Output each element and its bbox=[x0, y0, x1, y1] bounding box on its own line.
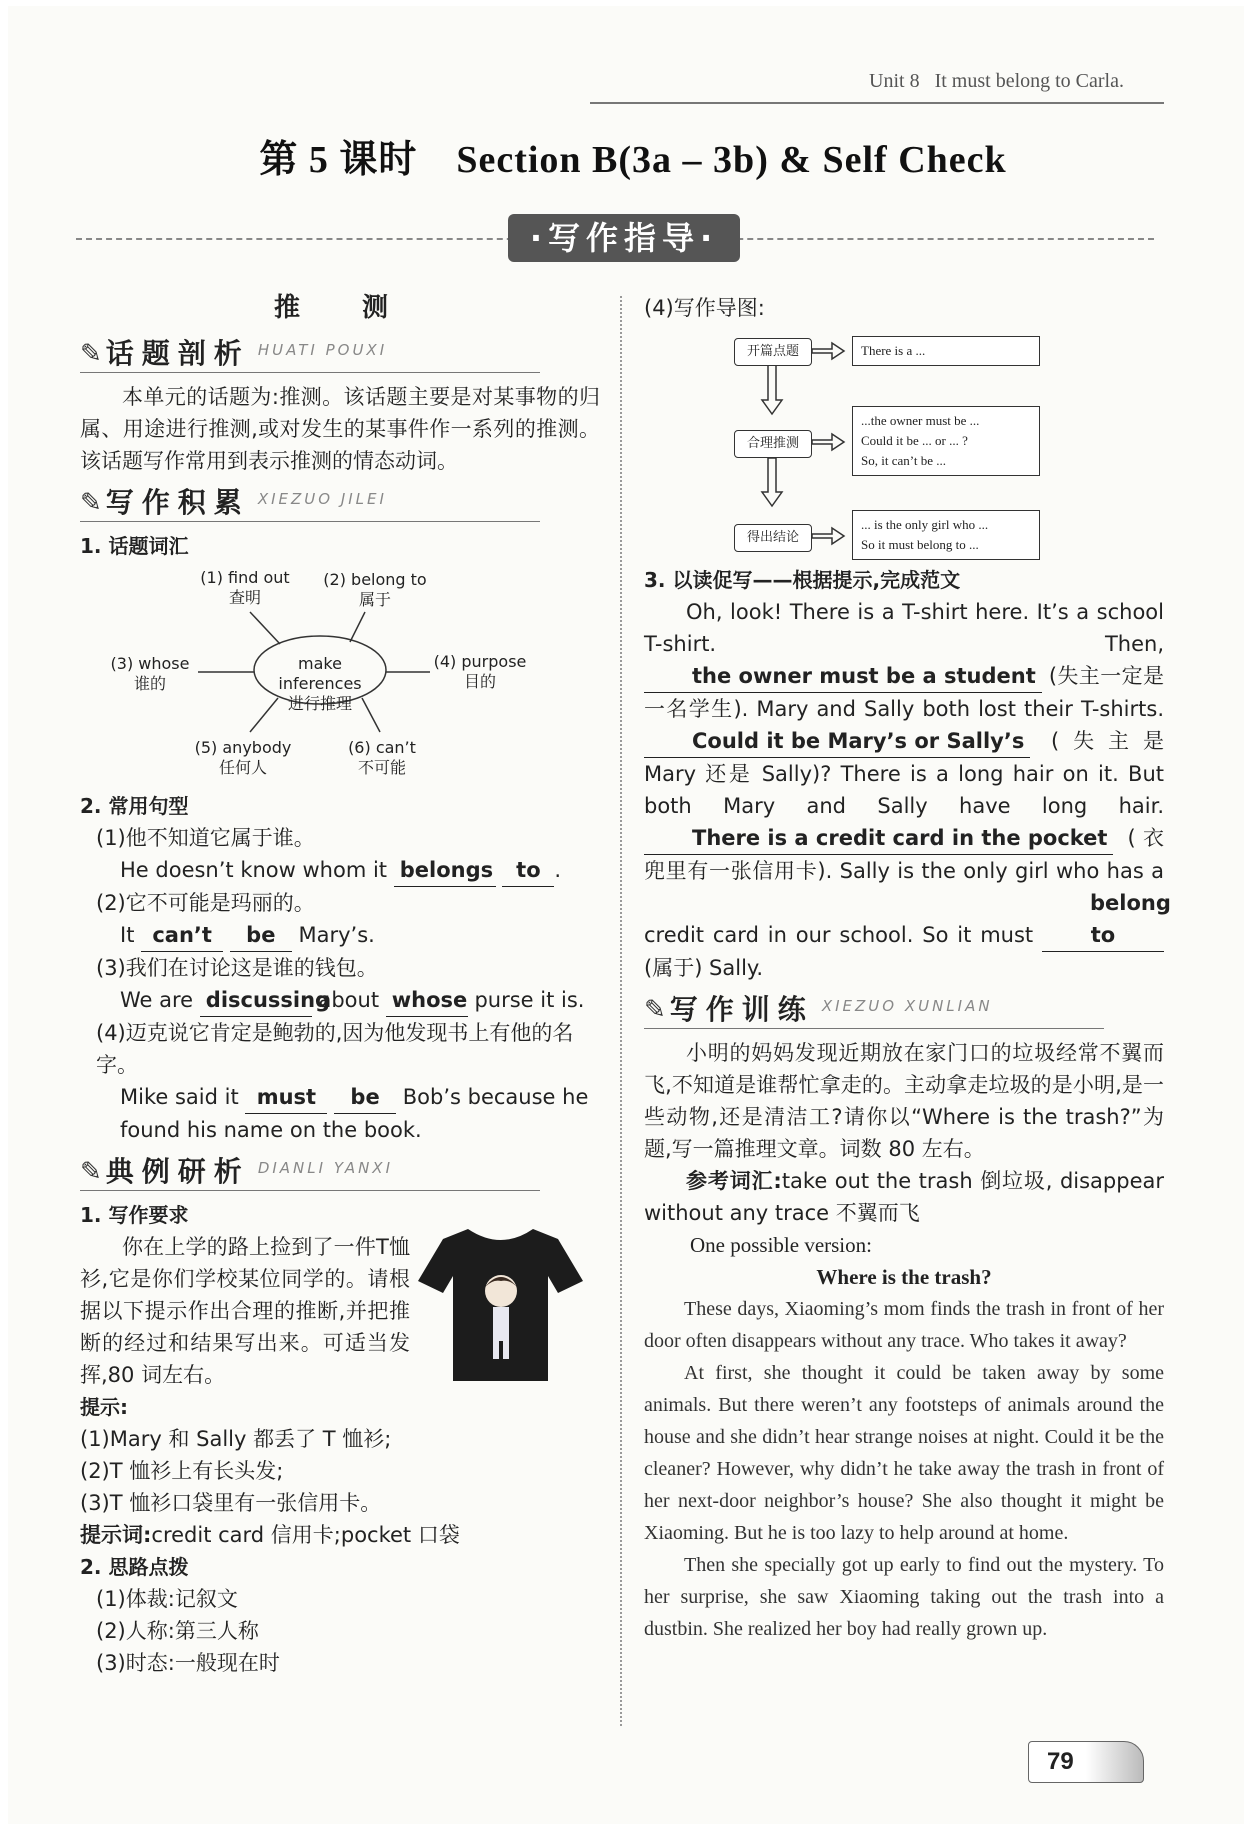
hint-words-label: 提示词: bbox=[80, 1523, 152, 1547]
mindmap-node-4 bbox=[430, 652, 530, 692]
text: (失主一定是一名学生). Mary and Sally both lost their T-shirts. bbox=[644, 664, 1164, 721]
pattern-3-en bbox=[80, 984, 600, 1017]
pattern-1-cn: (1)他不知道它属于谁。 bbox=[96, 826, 315, 850]
answer-blank: discussing bbox=[200, 984, 312, 1017]
hint-words bbox=[80, 1519, 600, 1551]
column-divider bbox=[620, 296, 622, 1726]
reference-words bbox=[644, 1165, 1164, 1229]
vocab-mindmap bbox=[80, 562, 600, 790]
text: Mike said it bbox=[120, 1085, 239, 1109]
node-en: (6) can’t bbox=[348, 738, 416, 757]
section-name: 写作训练 bbox=[669, 993, 814, 1026]
pattern-2-cn: (2)它不可能是玛丽的。 bbox=[96, 891, 315, 915]
essay-paragraph: At first, she thought it could be taken away by some animals. But there weren’t any footsteps of animals around the house and she didn’t hear strange noises at night. Could it be the cleaner? However, why didn’t he take away the trash in front of her next-door neighbor’s house? She also thought it might be Xiaoming. But he is too lazy to help around at home. bbox=[644, 1362, 1164, 1544]
model-essay bbox=[644, 596, 1171, 984]
requirement-heading: 1. 写作要求 bbox=[80, 1203, 189, 1227]
topic-analysis-text: 本单元的话题为:推测。该话题主要是对某事物的归属、用途进行推测,或对发生的某事件作一系列的推测。该话题写作常用到表示推测的情态动词。 bbox=[80, 385, 600, 473]
section-header-examples bbox=[80, 1152, 540, 1191]
text: . bbox=[554, 858, 562, 882]
section-banner: ·写作指导· bbox=[508, 214, 740, 262]
lesson-title: 第 5 课时 Section B(3a – 3b) & Self Check bbox=[259, 139, 1007, 181]
flow-line: Could it be ... or ... ? bbox=[861, 433, 968, 448]
node-cn: 谁的 bbox=[133, 674, 166, 693]
version-label: One possible version: bbox=[690, 1233, 872, 1257]
pattern-2-en bbox=[80, 919, 600, 952]
header-rule bbox=[590, 102, 1164, 104]
pattern-3-cn: (3)我们在讨论这是谁的钱包。 bbox=[96, 956, 378, 980]
answer-blank: belong to bbox=[1042, 887, 1164, 952]
answer-blank: belongs bbox=[394, 854, 496, 887]
node-en: (3) whose bbox=[110, 654, 190, 673]
node-en: (4) purpose bbox=[433, 652, 527, 671]
mindmap-center bbox=[254, 654, 386, 714]
section-pinyin: XIEZUO JILEI bbox=[257, 490, 387, 508]
guide-label: (4)写作导图: bbox=[644, 296, 765, 320]
mindmap-node-1 bbox=[190, 568, 300, 608]
node-cn: 属于 bbox=[358, 590, 391, 609]
task-text: 小明的妈妈发现近期放在家门口的垃圾经常不翼而飞,不知道是谁帮忙拿走的。主动拿走垃圾的是小明,是一些动物,还是清洁工?请你以“Where is the trash?”为题,写一篇推理文章。词数 80 左右。 bbox=[644, 1041, 1164, 1161]
answer-blank: be bbox=[334, 1081, 396, 1114]
section-name: 典例研析 bbox=[105, 1155, 250, 1188]
node-cn: 查明 bbox=[228, 588, 261, 607]
flow-detail-1 bbox=[852, 336, 1040, 366]
essay-paragraph: These days, Xiaoming’s mom finds the trash in front of her door often disappears without any trace. Who takes it away? bbox=[644, 1298, 1164, 1352]
section-pinyin: XIEZUO XUNLIAN bbox=[821, 997, 993, 1015]
pattern-1-en bbox=[80, 854, 600, 887]
flow-step-3: 得出结论 bbox=[734, 524, 812, 552]
read-write-heading: 3. 以读促写——根据提示,完成范文 bbox=[644, 568, 961, 592]
think-3: (3)时态:一般现在时 bbox=[96, 1651, 280, 1675]
answer-blank: There is a credit card in the pocket bbox=[644, 822, 1113, 855]
node-cn: 不可能 bbox=[357, 758, 406, 777]
text: (属于) Sally. bbox=[644, 956, 764, 980]
unit-subtitle: It must belong to Carla. bbox=[934, 70, 1124, 92]
hint-3: (3)T 恤衫口袋里有一张信用卡。 bbox=[80, 1491, 382, 1515]
page bbox=[8, 6, 1244, 1824]
topic-title: 推 测 bbox=[273, 293, 406, 323]
flow-step-1: 开篇点题 bbox=[734, 338, 812, 366]
requirement-text: 你在上学的路上捡到了一件T恤衫,它是你们学校某位同学的。请根据以下提示作出合理的推断,并把推断的经过和结果写出来。可适当发挥,80 词左右。 bbox=[80, 1235, 410, 1387]
mindmap-node-5 bbox=[188, 738, 298, 778]
unit-label: Unit 8 bbox=[869, 70, 920, 92]
vocab-heading: 1. 话题词汇 bbox=[80, 534, 189, 558]
text: It bbox=[120, 923, 135, 947]
page-number: 79 bbox=[1028, 1741, 1144, 1783]
text: (衣兜里有一张信用卡). Sally is the only girl who has a credit card in our school. So it must bbox=[644, 826, 1164, 947]
pattern-4-cn: (4)迈克说它肯定是鲍勃的,因为他发现书上有他的名字。 bbox=[96, 1021, 574, 1077]
text: Oh, look! There is a T-shirt here. It’s a school T-shirt. Then, bbox=[644, 600, 1164, 656]
section-pinyin: DIANLI YANXI bbox=[257, 1159, 393, 1177]
center-cn: 进行推理 bbox=[287, 694, 352, 713]
text: Bob’s because he found his name on the book. bbox=[120, 1085, 589, 1142]
sample-essay bbox=[644, 1293, 1164, 1645]
patterns-heading: 2. 常用句型 bbox=[80, 794, 189, 818]
node-cn: 目的 bbox=[463, 672, 496, 691]
hint-2: (2)T 恤衫上有长头发; bbox=[80, 1459, 284, 1483]
answer-blank: Could it be Mary’s or Sally’s bbox=[644, 725, 1030, 758]
flow-line: ...the owner must be ... bbox=[861, 413, 980, 428]
section-header-accumulation bbox=[80, 483, 540, 522]
text: We are bbox=[120, 988, 194, 1012]
center-en: make inferences bbox=[278, 654, 362, 693]
flow-line: So, it can’t be ... bbox=[861, 453, 946, 468]
reference-text: take out the trash 倒垃圾, disappear without any trace 不翼而飞 bbox=[644, 1169, 1164, 1225]
section-name: 话题剖析 bbox=[105, 337, 250, 370]
node-cn: 任何人 bbox=[218, 758, 267, 777]
node-en: (5) anybody bbox=[194, 738, 292, 757]
flow-detail-3 bbox=[852, 510, 1040, 560]
text: Mary’s. bbox=[298, 923, 375, 947]
think-heading: 2. 思路点拨 bbox=[80, 1555, 189, 1579]
reference-label: 参考词汇: bbox=[686, 1169, 782, 1193]
section-name: 写作积累 bbox=[105, 486, 250, 519]
pen-icon: ✎ bbox=[80, 1157, 102, 1187]
flow-line: ... is the only girl who ... bbox=[861, 517, 989, 532]
section-header-topic bbox=[80, 334, 540, 373]
answer-blank: be bbox=[230, 919, 292, 952]
right-column bbox=[644, 292, 1171, 1645]
pattern-4-en bbox=[80, 1081, 600, 1146]
tshirt-illustration bbox=[413, 1221, 588, 1386]
answer-blank: can’t bbox=[141, 919, 223, 952]
mindmap-node-6 bbox=[332, 738, 432, 778]
writing-flowchart bbox=[644, 324, 1164, 564]
text: (失主是 Mary 还是 Sally)? There is a long hair on it. But both Mary and Sally have long hair. bbox=[644, 729, 1164, 818]
mindmap-node-2 bbox=[320, 570, 430, 610]
pen-icon: ✎ bbox=[644, 995, 666, 1025]
answer-blank: whose bbox=[386, 984, 468, 1017]
flow-step-2: 合理推测 bbox=[734, 430, 812, 458]
essay-paragraph: Then she specially got up early to find out the mystery. To her surprise, she saw Xiaoming taking out the trash into a dustbin. She realized her boy had really grown up. bbox=[644, 1554, 1164, 1640]
left-column bbox=[80, 292, 600, 1679]
section-pinyin: HUATI POUXI bbox=[257, 341, 388, 359]
mindmap-node-3 bbox=[100, 654, 200, 694]
flow-detail-2 bbox=[852, 406, 1040, 476]
essay-title: Where is the trash? bbox=[816, 1265, 992, 1289]
think-1: (1)体裁:记叙文 bbox=[96, 1587, 238, 1611]
hint-words-text: credit card 信用卡;pocket 口袋 bbox=[151, 1523, 460, 1547]
flow-line: There is a ... bbox=[861, 343, 926, 358]
node-en: (2) belong to bbox=[323, 570, 427, 589]
answer-blank: to bbox=[502, 854, 554, 887]
think-2: (2)人称:第三人称 bbox=[96, 1619, 259, 1643]
unit-header bbox=[869, 70, 1124, 93]
flow-line: So it must belong to ... bbox=[861, 537, 979, 552]
hint-label: 提示: bbox=[80, 1395, 128, 1419]
answer-blank: the owner must be a student bbox=[644, 660, 1042, 693]
pen-icon: ✎ bbox=[80, 339, 102, 369]
answer-blank: must bbox=[245, 1081, 327, 1114]
pen-icon: ✎ bbox=[80, 488, 102, 518]
node-en: (1) find out bbox=[200, 568, 290, 587]
section-header-training bbox=[644, 990, 1104, 1029]
text: He doesn’t know whom it bbox=[120, 858, 388, 882]
text: about bbox=[318, 988, 380, 1012]
text: purse it is. bbox=[474, 988, 585, 1012]
hint-1: (1)Mary 和 Sally 都丢了 T 恤衫; bbox=[80, 1427, 392, 1451]
